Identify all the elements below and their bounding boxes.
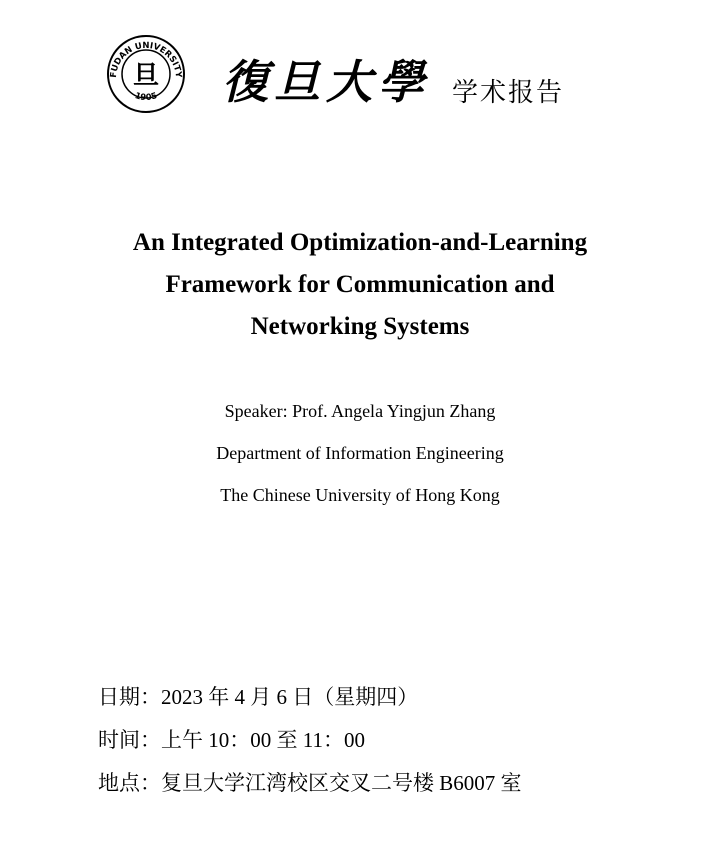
- header: [0, 0, 719, 130]
- date-value: 2023 年 4 月 6 日（星期四）: [161, 685, 419, 709]
- seal-center-char: 旦: [132, 61, 160, 91]
- date-line: [98, 676, 522, 719]
- speaker-institution: The Chinese University of Hong Kong: [220, 485, 500, 505]
- fudan-seal-logo: [106, 34, 186, 114]
- location-value: 复旦大学江湾校区交叉二号楼 B6007 室: [161, 771, 522, 795]
- location-line: [98, 762, 522, 805]
- time-label: 时间：: [98, 728, 161, 752]
- svg-text:1905: [133, 91, 158, 103]
- seal-year: 1905: [133, 91, 159, 104]
- time-line: [98, 719, 522, 762]
- speaker-block: [60, 390, 660, 516]
- speaker-department: Department of Information Engineering: [216, 443, 504, 463]
- date-label: 日期：: [98, 685, 161, 709]
- seal-ring-text: FUDAN UNIVERSITY: [108, 40, 184, 79]
- university-name-calligraphy: 復旦大學: [222, 55, 430, 109]
- report-label: 学术报告: [452, 78, 565, 108]
- title-line: Framework for Communication and: [165, 271, 555, 298]
- time-value: 上午 10：00 至 11：00: [161, 728, 365, 752]
- event-info: [98, 676, 522, 805]
- title-line: Networking Systems: [250, 313, 470, 340]
- title-line: An Integrated Optimization-and-Learning: [132, 229, 588, 256]
- speaker-name: Speaker: Prof. Angela Yingjun Zhang: [224, 401, 496, 421]
- talk-title: [60, 222, 660, 348]
- location-label: 地点：: [98, 771, 161, 795]
